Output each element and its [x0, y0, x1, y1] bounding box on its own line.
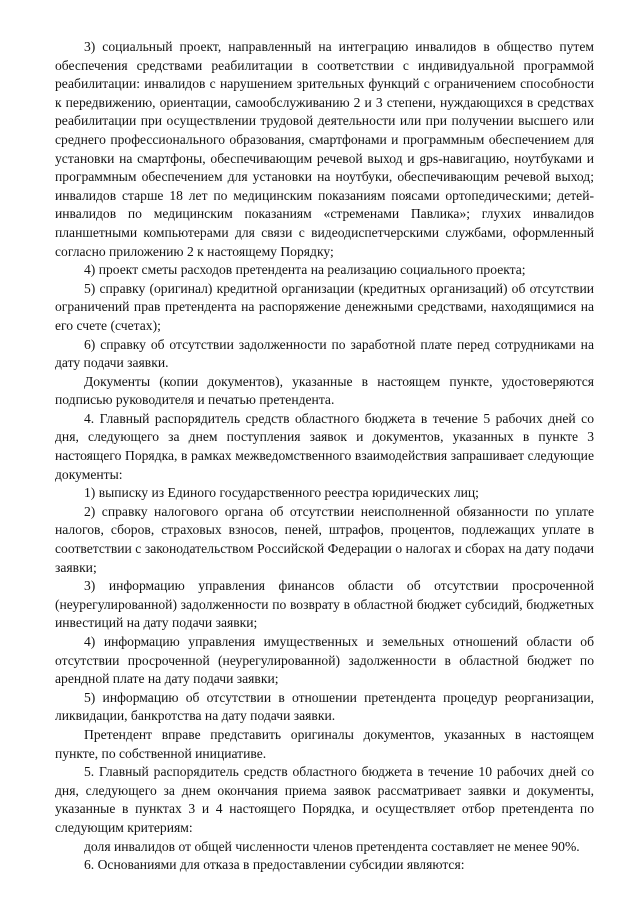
paragraph-documents-certified: Документы (копии документов), указанные в настоящем пункте, удостоверяются подписью руководителя и печатью претендента.	[55, 373, 594, 408]
paragraph-salary-certificate: 6) справку об отсутствии задолженности по заработной плате перед сотрудниками на дату подачи заявки.	[55, 336, 594, 371]
paragraph-property-info: 4) информацию управления имущественных и земельных отношений области об отсутствии просроченной (неурегулированной) задолженности в областной бюджет по арендной плате на дату подачи заявки;	[55, 634, 594, 687]
paragraph-originals-initiative: Претендент вправе представить оригиналы документов, указанных в настоящем пункте, по собственной инициативе.	[55, 726, 594, 761]
paragraph-clause-6: 6. Основаниями для отказа в предоставлении субсидии являются:	[84, 857, 465, 873]
paragraph-bank-certificate: 5) справку (оригинал) кредитной организации (кредитных организаций) об отсутствии ограничений прав претендента на распоряжение денежными средствами, находящимися на его счете (счетах);	[55, 280, 594, 333]
paragraph-clause-4: 4. Главный распорядитель средств областного бюджета в течение 5 рабочих дней со дня, следующего за днем поступления заявок и документов, указанных в пункте 3 настоящего Порядка, в рамках межведомственного взаимодействия запрашивает следующие документы:	[55, 410, 594, 482]
paragraph-social-project: 3) социальный проект, направленный на интеграцию инвалидов в общество путем обеспечения средствами реабилитации в соответствии с индивидуальной программой реабилитации: инвалидов с нарушением зрительных функций с ограничением способности к передвижению, ориентации, самообслуживанию 2 и 3 степени, нуждающихся в средствах реабилитации при осуществлении трудовой деятельности или при получении высшего или среднего профессионального образования, смартфонами и программным обеспечением для установки на смартфоны, обеспечивающим речевой выход и gps-навигацию, ноутбуками и программным обеспечением для установки на ноутбуки, обеспечивающим речевой выход; инвалидов старше 18 лет по медицинским показаниям поясами ортопедическими; детей-инвалидов по медицинским показаниям «стременами Павлика»; глухих инвалидов планшетными компьютерами для связи с видеодиспетчерскими службами, оформленный согласно приложению 2 к настоящему Порядку;	[55, 39, 594, 259]
paragraph-tax-certificate: 2) справку налогового органа об отсутствии неисполненной обязанности по уплате налогов, сборов, страховых взносов, пеней, штрафов, процентов, подлежащих уплате в соответствии с законодательством Российской Федерации о налогах и сборах на дату подачи заявки;	[55, 503, 594, 575]
paragraph-finance-info: 3) информацию управления финансов области об отсутствии просроченной (неурегулированной) задолженности по возврату в областной бюджет субсидий, бюджетных инвестиций на дату подачи заявки;	[55, 578, 594, 631]
paragraph-criterion: доля инвалидов от общей численности членов претендента составляет не менее 90%.	[84, 838, 580, 854]
paragraph-reorganization-info: 5) информацию об отсутствии в отношении претендента процедур реорганизации, ликвидации, банкротства на дату подачи заявки.	[55, 689, 594, 724]
paragraph-registry-extract: 1) выписку из Единого государственного реестра юридических лиц;	[84, 485, 479, 501]
document-page	[55, 38, 594, 875]
paragraph-clause-5: 5. Главный распорядитель средств областного бюджета в течение 10 рабочих дней со дня, следующего за днем окончания приема заявок рассматривает заявки и документы, указанные в пунктах 3 и 4 настоящего Порядка, и осуществляет отбор претендента по следующим критериям:	[55, 764, 594, 835]
paragraph-budget-estimate: 4) проект сметы расходов претендента на реализацию социального проекта;	[84, 262, 526, 278]
